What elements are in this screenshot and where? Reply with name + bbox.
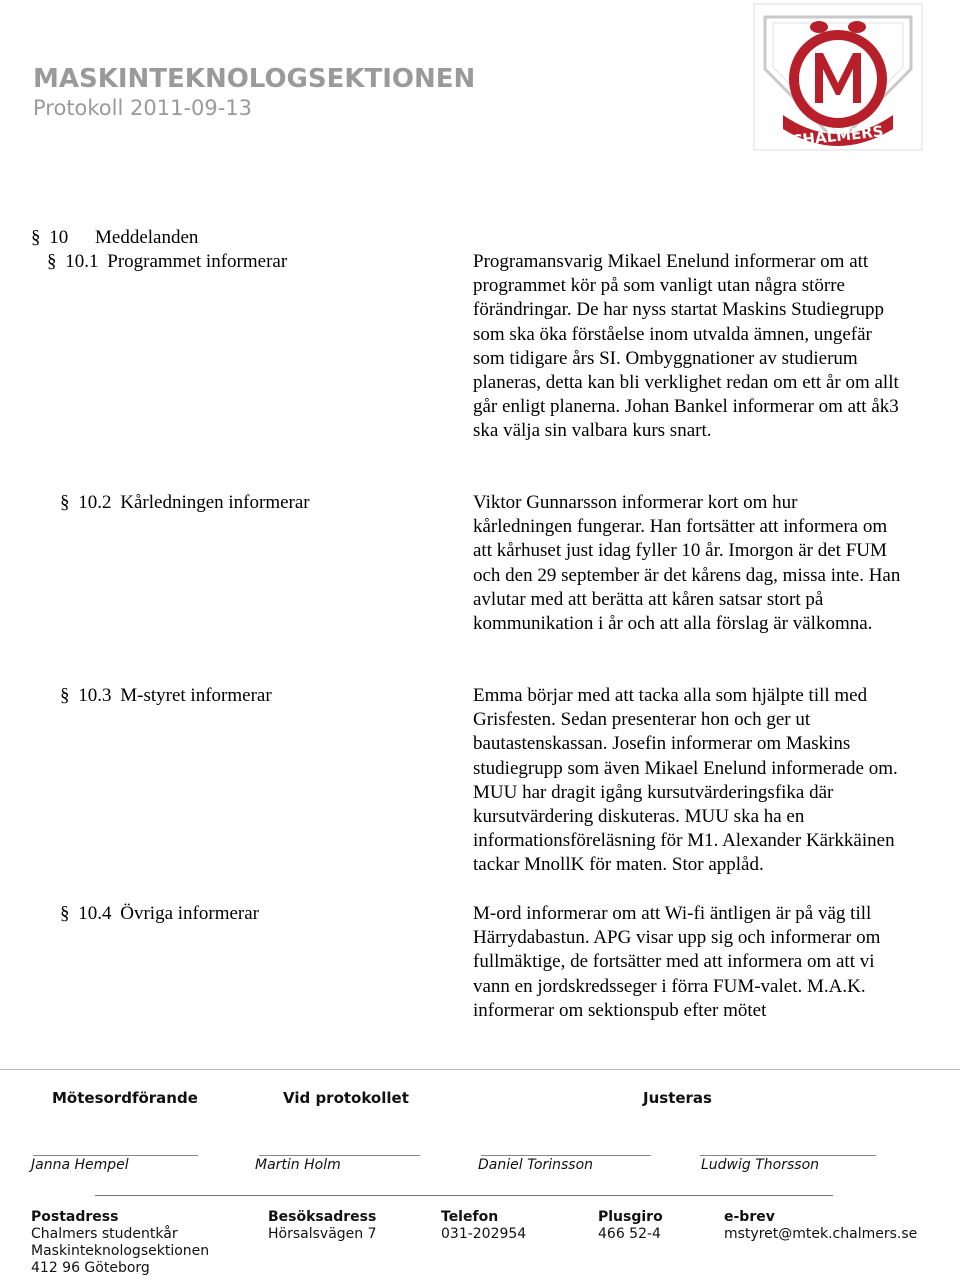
section-10-3-text [473,684,953,878]
paragraph-line: kårledningen fungerar. Han fortsätter att informera om [473,516,888,538]
section-10-4-text [473,902,953,1023]
section-symbol: § [31,227,41,248]
footer-postadress-label: Postadress [31,1209,119,1225]
section-number: 10 [49,227,69,248]
paragraph-line: planeras, detta kan bli verklighet redan om ett år om allt [473,372,899,394]
paragraph-line: Härrydabastun. APG visar upp sig och informerar om [473,927,881,949]
paragraph-line: bautastenskassan. Josefin informerar om Maskins [473,733,851,755]
paragraph-line: går enligt planerna. Johan Bankel informerar om att åk3 [473,396,899,418]
footer-plusgiro-value: 466 52-4 [598,1226,661,1242]
section-number: 10.1 [65,251,99,272]
signer-name: Ludwig Thorsson [701,1157,820,1173]
section-symbol: § [60,685,70,706]
signature-line [259,1155,420,1156]
paragraph-line: informerar om sektionspub efter mötet [473,999,767,1021]
paragraph-line: fullmäktige, de fortsätter med att informera om att vi [473,951,875,973]
paragraph-line: Viktor Gunnarsson informerar kort om hur [473,492,798,513]
section-symbol: § [47,251,57,272]
section-symbol: § [60,903,70,924]
footer-ebrev-label: e-brev [724,1209,775,1225]
footer-besok-label: Besöksadress [268,1209,377,1225]
section-10-3-heading [60,684,272,708]
paragraph-line: ska välja sin valbara kurs snart. [473,420,712,442]
section-10-2-heading [60,491,310,515]
footer-telefon-label: Telefon [441,1209,499,1225]
paragraph-line: informationsföreläsning för M1. Alexander Kärkkäinen [473,830,895,852]
section-10-heading [31,226,198,250]
section-10-1-text [473,250,953,444]
section-title: Meddelanden [95,227,199,248]
signer-name: Daniel Torinsson [478,1157,594,1173]
footer-besok-value: Hörsalsvägen 7 [268,1226,377,1242]
role-chair: Mötesordförande [52,1089,198,1107]
section-10-2-text [473,491,953,636]
paragraph-line: att kårhuset just idag fyller 10 år. Imorgon är det FUM [473,540,887,562]
paragraph-line: MUU har dragit igång kursutvärderingsfika där [473,781,834,803]
paragraph-line: M-ord informerar om att Wi-fi äntligen är på väg till [473,903,872,924]
paragraph-line: vann en jordskredsseger i förra FUM-valet. M.A.K. [473,975,866,997]
signature-line [33,1155,198,1156]
section-title: Kårledningen informerar [120,492,310,513]
paragraph-line: förändringar. De har nyss startat Maskins Studiegrupp [473,299,885,321]
paragraph-line: tackar MnollK för maten. Stor applåd. [473,854,764,876]
role-secretary: Vid protokollet [283,1089,409,1107]
section-number: 10.4 [78,903,112,924]
section-number: 10.2 [78,492,112,513]
paragraph-line: Programansvarig Mikael Enelund informerar om att [473,251,869,272]
paragraph-line: Grisfesten. Sedan presenterar hon och ger ut [473,709,811,731]
section-title: Programmet informerar [107,251,288,272]
section-title: Övriga informerar [120,903,259,924]
paragraph-line: kursutvärdering diskuteras. MUU ska ha en [473,806,805,828]
paragraph-line: avlutar med att berätta att kåren satsar stort på [473,588,824,610]
section-title: M-styret informerar [120,685,272,706]
role-adjuster: Justeras [643,1089,712,1107]
signature-line [700,1155,876,1156]
section-symbol: § [60,492,70,513]
footer-postadress-line: 412 96 Göteborg [31,1260,150,1276]
paragraph-line: Emma börjar med att tacka alla som hjälpte till med [473,685,868,706]
organization-title: MASKINTEKNOLOGSEKTIONEN [33,64,476,94]
footer-plusgiro-label: Plusgiro [598,1209,663,1225]
section-10-1-heading [47,250,287,274]
signer-name: Janna Hempel [31,1157,129,1173]
section-10-4-heading [60,902,259,926]
chalmers-m-logo [753,3,923,153]
paragraph-line: som ska öka förståelse inom utvalda ämnen, ungefär [473,323,872,345]
paragraph-line: och den 29 september är det kårens dag, missa inte. Han [473,564,901,586]
paragraph-line: kommunikation i år och att alla förslag är välkomna. [473,613,873,635]
protocol-date: Protokoll 2011-09-13 [33,96,253,120]
footer-divider [95,1195,833,1196]
signature-divider [0,1069,960,1070]
paragraph-line: programmet kör på som vanligt utan några större [473,275,845,297]
footer-postadress-line: Maskinteknologsektionen [31,1243,210,1259]
signer-name: Martin Holm [255,1157,341,1173]
signature-line [481,1155,651,1156]
logo-wordmark: CHALMERS [790,122,885,150]
footer-postadress-line: Chalmers studentkår [31,1226,178,1242]
section-number: 10.3 [78,685,112,706]
paragraph-line: studiegrupp som även Mikael Enelund informerade om. [473,757,898,779]
paragraph-line: som tidigare års SI. Ombyggnationer av studierum [473,347,858,369]
footer-ebrev-value[interactable]: mstyret@mtek.chalmers.se [724,1226,918,1242]
footer-telefon-value: 031-202954 [441,1226,527,1242]
